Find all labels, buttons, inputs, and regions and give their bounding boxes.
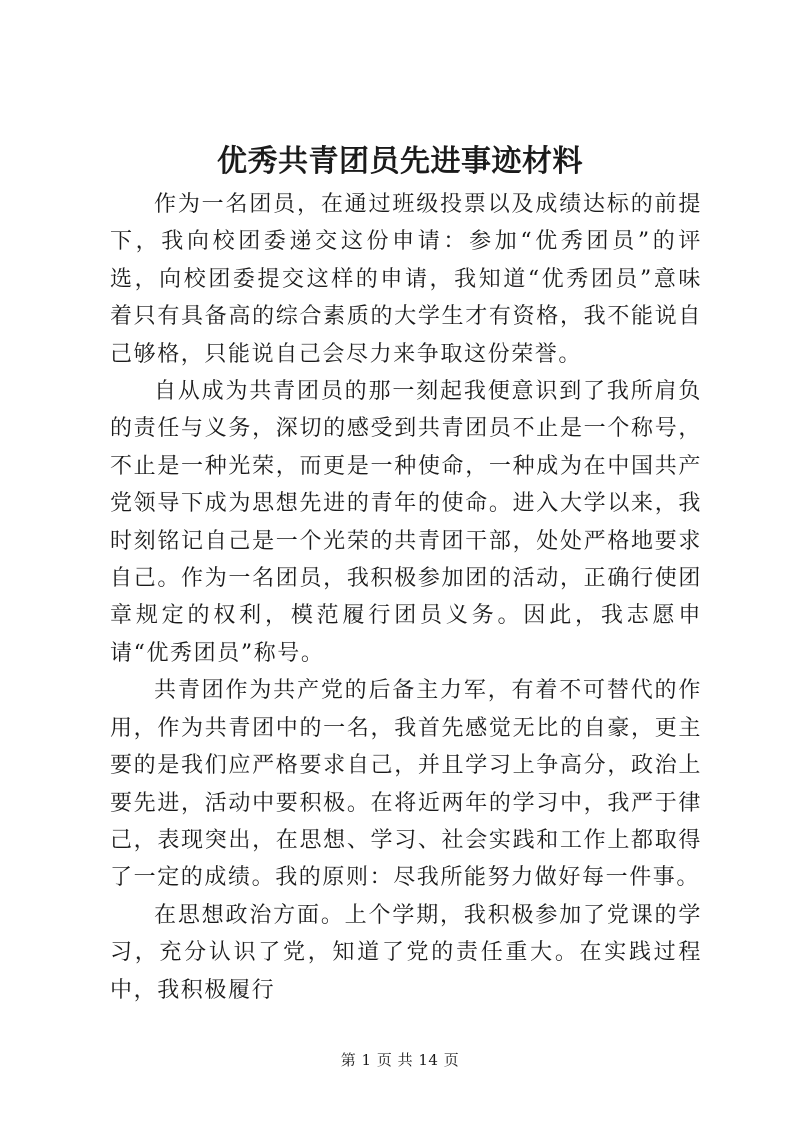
paragraph-4: 在思想政治方面。上个学期，我积极参加了党课的学习，充分认识了党，知道了党的责任重大。在实践过程中，我积极履行 [110, 902, 702, 1003]
document-title: 优秀共青团员先进事迹材料 [217, 144, 583, 179]
paragraph-1: 作为一名团员，在通过班级投票以及成绩达标的前提下，我向校团委递交这份申请：参加“优秀团员”的评选，向校团委提交这样的申请，我知道“优秀团员”意味着只有具备高的综合素质的大学生才有资格，我不能说自己够格，只能说自己会尽力来争取这份荣誉。 [110, 192, 702, 367]
paragraph-2: 自从成为共青团员的那一刻起我便意识到了我所肩负的责任与义务，深切的感受到共青团员不止是一个称号，不止是一种光荣，而更是一种使命，一种成为在中国共产党领导下成为思想先进的青年的使命。进入大学以来，我时刻铭记自己是一个光荣的共青团干部，处处严格地要求自己。作为一名团员，我积极参加团的活动，正确行使团章规定的权利，模范履行团员义务。因此，我志愿申请“优秀团员”称号。 [110, 379, 702, 666]
page-number-footer: 第 1 页 共 14 页 [340, 1051, 460, 1069]
paragraph-3: 共青团作为共产党的后备主力军，有着不可替代的作用，作为共青团中的一名，我首先感觉无比的自豪，更主要的是我们应严格要求自己，并且学习上争高分，政治上要先进，活动中要积极。在将近两年的学习中，我严于律己，表现突出，在思想、学习、社会实践和工作上都取得了一定的成绩。我的原则：尽我所能努力做好每一件事。 [110, 678, 702, 891]
document-body [110, 186, 702, 1009]
